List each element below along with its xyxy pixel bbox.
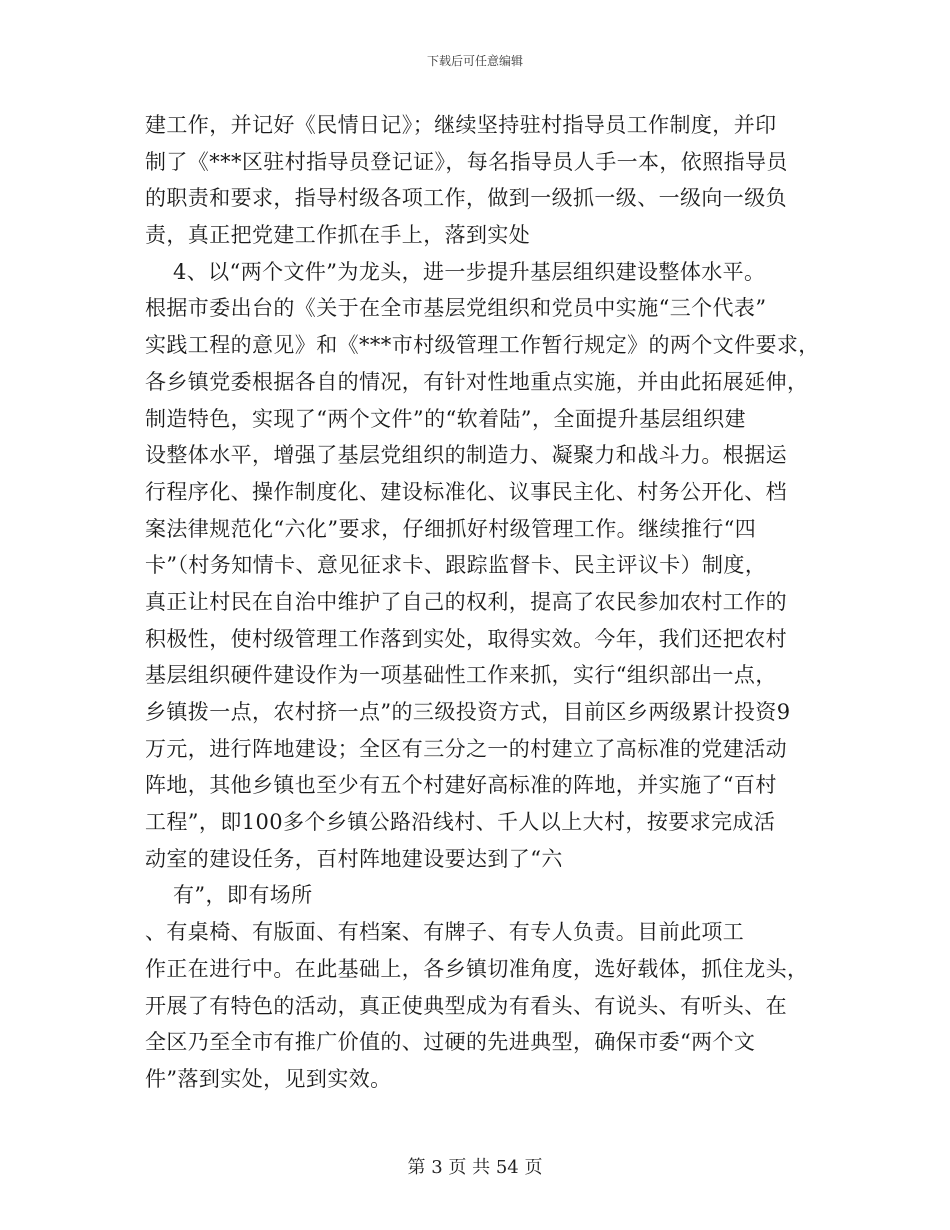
text-line: 阵地，其他乡镇也至少有五个村建好高标准的阵地，并实施了“百村 xyxy=(145,773,777,798)
text-line: 、有桌椅、有版面、有档案、有牌子、有专人负责。目前此项工 xyxy=(145,920,745,945)
text-line: 的职责和要求，指导村级各项工作，做到一级抓一级、一级向一级负 xyxy=(145,186,787,211)
text-line: 建工作，并记好《民情日记》；继续坚持驻村指导员工作制度，并印 xyxy=(145,113,777,137)
text-line: 全区乃至全市有推广价值的、过硬的先进典型，确保市委“两个文 xyxy=(145,1030,756,1055)
text-line: 实践工程的意见》和《***市村级管理工作暂行规定》的两个文件要求， xyxy=(145,333,820,358)
text-line: 案法律规范化“六化”要求，仔细抓好村级管理工作。继续推行“四 xyxy=(145,516,757,541)
text-line: 工程”，即100多个乡镇公路沿线村、千人以上大村，按要求完成活 xyxy=(145,810,776,835)
text-line: 基层组织硬件建设作为一项基础性工作来抓，实行“组织部出一点， xyxy=(145,663,777,688)
text-line: 乡镇拨一点，农村挤一点”的三级投资方式，目前区乡两级累计投资9 xyxy=(145,700,791,724)
text-line: 各乡镇党委根据各自的情况，有针对性地重点实施，并由此拓展延伸， xyxy=(145,369,809,394)
page-number-footer: 第 3 页 共 54 页 xyxy=(407,1157,543,1178)
text-line: 动室的建设任务，百村阵地建设要达到了“六 xyxy=(145,846,563,871)
section-heading-line: 4、以“两个文件”为龙头，进一步提升基层组织建设整体水平。 xyxy=(173,259,766,284)
text-line: 作正在进行中。在此基础上，各乡镇切准角度，选好载体，抓住龙头， xyxy=(145,956,809,981)
text-line: 责，真正把党建工作抓在手上，落到实处 xyxy=(145,223,531,248)
text-line: 卡”（村务知情卡、意见征求卡、跟踪监督卡、民主评议卡）制度， xyxy=(145,553,767,578)
text-line: 根据市委出台的《关于在全市基层党组织和党员中实施“三个代表” xyxy=(145,296,767,321)
page-header-note: 下载后可任意编辑 xyxy=(426,54,523,68)
text-line: 万元，进行阵地建设；全区有三分之一的村建立了高标准的党建活动 xyxy=(145,736,787,761)
text-line: 件”落到实处，见到实效。 xyxy=(145,1066,392,1091)
text-line: 行程序化、操作制度化、建设标准化、议事民主化、村务公开化、档 xyxy=(145,479,787,504)
text-line: 设整体水平，增强了基层党组织的制造力、凝聚力和战斗力。根据运 xyxy=(145,443,787,468)
text-line: 制了《***区驻村指导员登记证》，每名指导员人手一本，依照指导员 xyxy=(145,149,788,174)
text-line: 真正让村民在自治中维护了自己的权利，提高了农民参加农村工作的 xyxy=(145,589,787,614)
text-line: 积极性，使村级管理工作落到实处，取得实效。今年，我们还把农村 xyxy=(145,626,787,651)
document-body xyxy=(145,107,825,1098)
text-line: 开展了有特色的活动，真正使典型成为有看头、有说头、有听头、在 xyxy=(145,993,787,1018)
text-line: 制造特色，实现了“两个文件”的“软着陆”，全面提升基层组织建 xyxy=(145,406,746,431)
text-line: 有”，即有场所 xyxy=(173,883,313,908)
